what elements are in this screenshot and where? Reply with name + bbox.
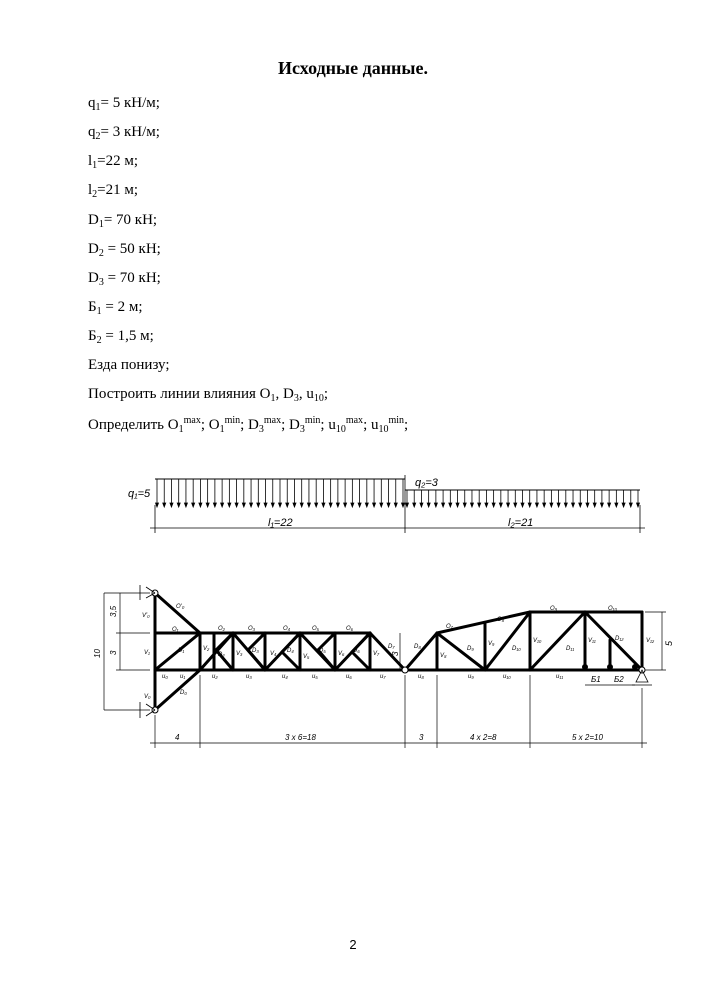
load-arrow-head — [199, 503, 202, 507]
label-d5: D₅ — [319, 648, 326, 654]
load-arrow-head — [572, 503, 575, 507]
load-arrow-head — [499, 503, 502, 507]
data-line-ride: Езда понизу; — [88, 357, 170, 373]
label-d3: D₃ — [252, 648, 259, 654]
load-arrow-head — [228, 503, 231, 507]
load-arrow-head — [550, 503, 553, 507]
label-d10: D₁₀ — [512, 646, 521, 652]
dim-b2: Б2 — [614, 675, 624, 684]
label-v8: V₈ — [440, 653, 447, 659]
load-arrow-head — [322, 503, 325, 507]
dim-3: 3 — [109, 650, 118, 655]
load-arrow-head — [579, 503, 582, 507]
load-arrow-head — [470, 503, 473, 507]
load-arrow-head — [315, 503, 318, 507]
load-arrow-head — [420, 503, 423, 507]
load-arrow-head — [507, 503, 510, 507]
load-arrow-head — [622, 503, 625, 507]
label-v10: V₁₀ — [533, 638, 542, 644]
load-arrow-head — [257, 503, 260, 507]
label-d9: D₉ — [467, 646, 474, 652]
label-o4: O₄ — [283, 626, 291, 632]
data-line-build: Построить линии влияния $O_1$, $D_3$, $u_{10}$; — [88, 386, 328, 404]
load-arrow-head — [427, 503, 430, 507]
label-u10: u₁₀ — [503, 674, 511, 680]
load-arrow-head — [156, 503, 159, 507]
load-arrow-head — [608, 503, 611, 507]
load-arrow-head — [535, 503, 538, 507]
label-u9: u₉ — [468, 674, 474, 680]
label-v7: V₇ — [373, 651, 380, 657]
label-d0: D₀ — [180, 690, 187, 696]
load-arrow-head — [593, 503, 596, 507]
load-arrow-head — [456, 503, 459, 507]
label-u2: u₂ — [212, 674, 218, 680]
load-arrow-head — [485, 503, 488, 507]
label-o6: O₆ — [346, 626, 354, 632]
load-arrow-head — [170, 503, 173, 507]
dim-bottom-10: 5 x 2=10 — [572, 733, 603, 742]
load-arrow-head — [586, 503, 589, 507]
load-arrow-head — [293, 503, 296, 507]
label-u11: u₁₁ — [556, 674, 564, 680]
label-u5: u₅ — [312, 674, 318, 680]
load-arrow-head — [365, 503, 368, 507]
load-arrow-head — [336, 503, 339, 507]
load-arrow-head — [300, 503, 303, 507]
label-u7: u₇ — [380, 674, 386, 680]
dim-b1: Б1 — [591, 675, 601, 684]
load-arrow-head — [615, 503, 618, 507]
label-u4: u₄ — [282, 674, 288, 680]
dim-10: 10 — [93, 649, 102, 658]
load-arrow-head — [406, 503, 409, 507]
label-o10: O₁₀ — [608, 606, 618, 612]
label-d7: D₇ — [388, 644, 395, 650]
load-arrow-head — [329, 503, 332, 507]
load-arrow-head — [221, 503, 224, 507]
load-arrow-head — [564, 503, 567, 507]
label-d12: D₁₂ — [615, 636, 624, 642]
load-arrow-head — [250, 503, 253, 507]
load-arrow-head — [307, 503, 310, 507]
q2-label: q₂=3 — [415, 477, 438, 489]
dim-right-5: 5 — [664, 640, 674, 646]
load-arrow-head — [543, 503, 546, 507]
load-arrow-head — [478, 503, 481, 507]
label-o3: O₃ — [248, 626, 256, 632]
load-arrow-head — [629, 503, 632, 507]
dim-3-5: 3,5 — [109, 605, 118, 617]
load-arrow-head — [434, 503, 437, 507]
load-arrow-head — [492, 503, 495, 507]
load-arrow-head — [521, 503, 524, 507]
load-arrow-head — [279, 503, 282, 507]
label-o1: O₁ — [172, 627, 179, 633]
load-arrow-head — [394, 503, 397, 507]
q2-distributed-load — [406, 490, 640, 507]
load-arrow-head — [373, 503, 376, 507]
label-u1: u₁ — [180, 674, 186, 680]
label-v9: V₉ — [488, 641, 495, 647]
load-arrow-head — [557, 503, 560, 507]
load-arrow-head — [442, 503, 445, 507]
dim-bottom-8: 4 x 2=8 — [470, 733, 497, 742]
load-arrow-head — [600, 503, 603, 507]
dim-bottom-3: 3 — [419, 733, 424, 742]
label-d8: D₈ — [414, 644, 421, 650]
label-v6: V₆ — [338, 651, 345, 657]
label-o7: O₇ — [446, 624, 453, 630]
label-o0: O'₀ — [176, 604, 185, 610]
data-line-d3: $D_3 = 70$ кН; — [88, 270, 161, 288]
label-v11: V₁₁ — [588, 638, 596, 644]
label-d2: D₂ — [218, 652, 225, 658]
data-line-l1: $l_1=22$ м; — [88, 153, 139, 171]
dim-bottom-4: 4 — [175, 733, 180, 742]
page-title: Исходные данные. — [278, 58, 428, 78]
label-v1: V₁ — [144, 650, 150, 656]
data-line-l2: $l_2=21$ м; — [88, 182, 139, 200]
label-o9: O₉ — [550, 606, 558, 612]
load-arrow-head — [206, 503, 209, 507]
label-v0p: V'₀ — [142, 613, 150, 619]
load-arrow-head — [413, 503, 416, 507]
label-u6: u₆ — [346, 674, 352, 680]
page-number: 2 — [349, 937, 357, 952]
load-arrow-head — [637, 503, 640, 507]
load-arrow-head — [242, 503, 245, 507]
label-v0: V₀ — [144, 694, 151, 700]
dim-bottom-18: 3 x 6=18 — [285, 733, 316, 742]
data-line-q1: $q_1= 5$ кН/м; — [88, 95, 160, 113]
data-line-d1: $D_1= 70$ кН; — [88, 212, 158, 230]
data-line-q2: $q_2= 3$ кН/м; — [88, 124, 160, 142]
load-arrow-head — [344, 503, 347, 507]
label-v2: V₂ — [203, 646, 210, 652]
load-arrow-head — [380, 503, 383, 507]
load-arrow-head — [286, 503, 289, 507]
label-o2: O₂ — [218, 626, 225, 632]
load-arrow-head — [235, 503, 238, 507]
load-arrow-head — [213, 503, 216, 507]
label-v12: V₁₂ — [646, 638, 655, 644]
load-arrow-head — [271, 503, 274, 507]
load-arrow-head — [387, 503, 390, 507]
load-arrow-head — [351, 503, 354, 507]
label-d6: D₆ — [353, 648, 360, 654]
load-arrow-head — [177, 503, 180, 507]
label-u0: u₀ — [162, 674, 168, 680]
q1-label: q₁=5 — [128, 488, 151, 500]
data-line-determine: Определить $O_1^{max}$; $O_1^{min}$; $D_3^{max}$; $D_3^{min}$; $u_{10}^{max}$; $u_{10}^{min}$; — [88, 415, 409, 435]
dim-mid-3: 3 — [391, 651, 400, 656]
label-o5: O₅ — [312, 626, 320, 632]
label-d4: D₄ — [287, 648, 294, 654]
load-arrow-head — [463, 503, 466, 507]
data-line-b1: $Б_1 = 2$ м; — [88, 299, 143, 317]
label-u8: u₈ — [418, 674, 424, 680]
load-arrow-head — [192, 503, 195, 507]
q1-distributed-load — [156, 479, 405, 507]
load-arrow-head — [163, 503, 166, 507]
data-line-d2: $D_2 = 50$ кН; — [88, 241, 161, 259]
load-arrow-head — [449, 503, 452, 507]
load-arrow-head — [264, 503, 267, 507]
label-v3: V₃ — [236, 651, 243, 657]
label-v4: V₄ — [270, 651, 277, 657]
load-arrow-head — [514, 503, 517, 507]
load-arrow-head — [358, 503, 361, 507]
l1-label: l₁=22 — [268, 517, 293, 529]
label-o8: O₈ — [497, 617, 505, 623]
label-d1: D₁ — [178, 648, 185, 654]
data-line-b2: $Б_2 = 1,5$ м; — [88, 328, 154, 346]
label-d11: D₁₁ — [566, 646, 575, 652]
label-v5: V₅ — [303, 654, 310, 660]
load-arrow-head — [184, 503, 187, 507]
load-arrow-head — [528, 503, 531, 507]
l2-label: l₂=21 — [508, 517, 534, 529]
load-arrow-head — [402, 503, 405, 507]
label-u3: u₃ — [246, 674, 252, 680]
